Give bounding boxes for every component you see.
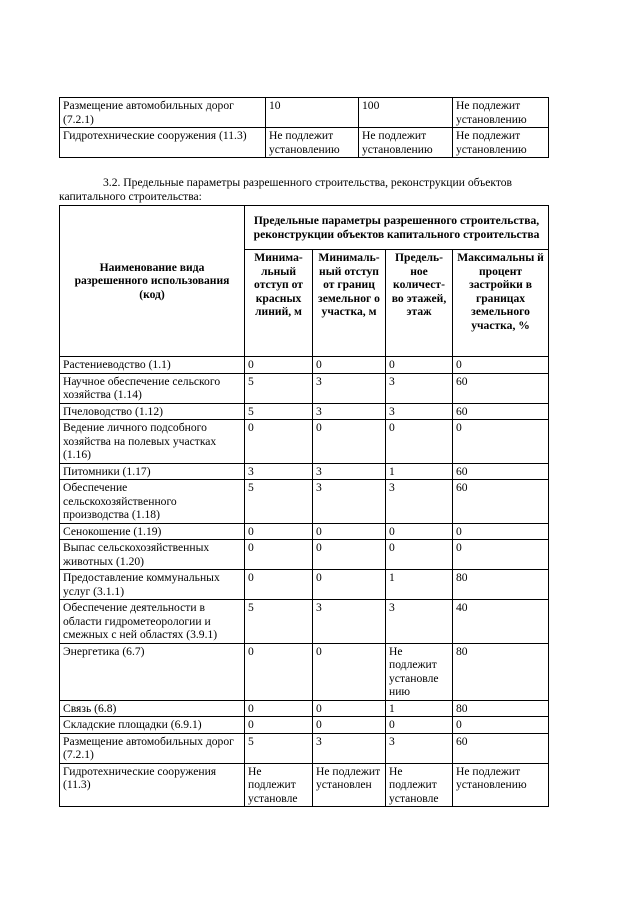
params-table-use-kind-cell: Энергетика (6.7)	[60, 643, 245, 700]
group-column-header: Предельные параметры разрешенного строительства, реконструкции объектов капитального строительства	[245, 206, 549, 250]
params-table-value-cell: 3	[313, 463, 386, 480]
params-table-value-cell: 0	[245, 717, 313, 734]
params-table-row	[60, 570, 549, 600]
params-table-value-cell: 60	[453, 463, 549, 480]
params-table-value-cell: 60	[453, 373, 549, 403]
params-table-value-cell: 3	[386, 733, 453, 763]
top-table-value-cell: Не подлежит установлению	[453, 98, 549, 128]
params-table-value-cell: 0	[453, 420, 549, 464]
params-table-value-cell: 5	[245, 733, 313, 763]
min-setback-red-lines-header: Минима-льный отступ от красных линий, м	[245, 250, 313, 357]
params-table-value-cell: 0	[453, 717, 549, 734]
params-table-value-cell: 0	[313, 717, 386, 734]
params-table-value-cell: 0	[453, 357, 549, 374]
params-table-value-cell: 0	[386, 717, 453, 734]
top-table-value-cell: 10	[266, 98, 359, 128]
params-table-row	[60, 420, 549, 464]
top-table-value-cell: Не подлежит установлению	[453, 128, 549, 158]
params-table-row	[60, 373, 549, 403]
params-table-use-kind-cell: Предоставление коммунальных услуг (3.1.1)	[60, 570, 245, 600]
params-table-row	[60, 480, 549, 524]
top-table-value-cell: Не подлежит установлению	[266, 128, 359, 158]
params-table-value-cell: 3	[386, 600, 453, 644]
top-table-value-cell: Не подлежит установлению	[359, 128, 453, 158]
params-table-value-cell: 3	[313, 373, 386, 403]
params-table-use-kind-cell: Ведение личного подсобного хозяйства на полевых участках (1.16)	[60, 420, 245, 464]
max-floors-header: Предель-ное количест-во этажей, этаж	[386, 250, 453, 357]
params-table-row	[60, 523, 549, 540]
params-table-value-cell: Не подлежит установлен	[313, 763, 386, 807]
params-table-use-kind-cell: Обеспечение сельскохозяйственного производства (1.18)	[60, 480, 245, 524]
params-table-value-cell: 0	[245, 420, 313, 464]
top-table-use-kind-cell: Размещение автомобильных дорог (7.2.1)	[60, 98, 266, 128]
params-table-value-cell: 0	[386, 523, 453, 540]
params-table-use-kind-cell: Гидротехнические сооружения (11.3)	[60, 763, 245, 807]
params-table-value-cell: Не подлежит установлению	[453, 763, 549, 807]
params-table-row	[60, 403, 549, 420]
params-table-body	[60, 357, 549, 807]
section-heading: 3.2. Предельные параметры разрешенного строительства, реконструкции объектов капитального строительства:	[59, 176, 513, 203]
params-table-value-cell: 5	[245, 403, 313, 420]
params-table-value-cell: 80	[453, 570, 549, 600]
params-table-value-cell: 5	[245, 600, 313, 644]
params-table-use-kind-cell: Размещение автомобильных дорог (7.2.1)	[60, 733, 245, 763]
params-table-row	[60, 643, 549, 700]
kind-column-header: Наименование вида разрешенного использования (код)	[60, 206, 245, 357]
min-setback-plot-borders-header: Минималь-ный отступ от границ земельног о участка, м	[313, 250, 386, 357]
top-table-value-cell: 100	[359, 98, 453, 128]
params-table-use-kind-cell: Растениеводство (1.1)	[60, 357, 245, 374]
params-table-row	[60, 600, 549, 644]
params-table-value-cell: 3	[386, 373, 453, 403]
params-table-value-cell: 0	[245, 643, 313, 700]
params-table-value-cell: 0	[313, 357, 386, 374]
params-table-value-cell: 80	[453, 643, 549, 700]
params-table-row	[60, 733, 549, 763]
params-table-value-cell: 0	[245, 570, 313, 600]
top-table-row	[60, 98, 549, 128]
params-table-value-cell: 0	[245, 700, 313, 717]
params-table-value-cell: 0	[245, 523, 313, 540]
params-table-value-cell: 0	[313, 523, 386, 540]
top-table-row	[60, 128, 549, 158]
top-table	[59, 97, 549, 158]
params-table-value-cell: 0	[313, 540, 386, 570]
params-table-value-cell: 60	[453, 403, 549, 420]
max-building-percent-header: Максимальны й процент застройки в границах земельного участка, %	[453, 250, 549, 357]
params-table-value-cell: 60	[453, 733, 549, 763]
params-table-value-cell: 80	[453, 700, 549, 717]
params-table-row	[60, 717, 549, 734]
params-table-value-cell: 0	[245, 357, 313, 374]
params-table-value-cell: 0	[386, 540, 453, 570]
params-table-value-cell: 3	[313, 480, 386, 524]
params-table-value-cell: 3	[313, 403, 386, 420]
top-table-use-kind-cell: Гидротехнические сооружения (11.3)	[60, 128, 266, 158]
params-table-value-cell: 5	[245, 373, 313, 403]
params-table-value-cell: 0	[313, 420, 386, 464]
params-table-row	[60, 763, 549, 807]
params-table-value-cell: 0	[453, 523, 549, 540]
params-table-use-kind-cell: Сенокошение (1.19)	[60, 523, 245, 540]
params-table-value-cell: 0	[313, 700, 386, 717]
params-table-row	[60, 540, 549, 570]
params-table-value-cell: 0	[245, 540, 313, 570]
params-table-value-cell: 0	[386, 420, 453, 464]
params-table-value-cell: 5	[245, 480, 313, 524]
params-table-value-cell: 0	[313, 570, 386, 600]
params-table-head	[60, 206, 549, 357]
params-table-value-cell: 40	[453, 600, 549, 644]
params-table-value-cell: 3	[245, 463, 313, 480]
params-table-value-cell: Не подлежит установле	[386, 763, 453, 807]
params-table-value-cell: 1	[386, 700, 453, 717]
params-table-use-kind-cell: Складские площадки (6.9.1)	[60, 717, 245, 734]
params-table-use-kind-cell: Выпас сельскохозяйственных животных (1.20)	[60, 540, 245, 570]
top-table-body	[60, 98, 549, 158]
params-table-value-cell: 0	[453, 540, 549, 570]
params-table-row	[60, 463, 549, 480]
params-table-use-kind-cell: Пчеловодство (1.12)	[60, 403, 245, 420]
params-table-value-cell: 3	[313, 600, 386, 644]
params-table-value-cell: 60	[453, 480, 549, 524]
params-table-value-cell: 3	[386, 403, 453, 420]
params-table-value-cell: Не подлежит установле нию	[386, 643, 453, 700]
params-table-value-cell: 0	[313, 643, 386, 700]
params-table-value-cell: Не подлежит установле	[245, 763, 313, 807]
params-table-value-cell: 0	[386, 357, 453, 374]
params-table-row	[60, 700, 549, 717]
params-table-value-cell: 3	[313, 733, 386, 763]
params-table	[59, 205, 549, 807]
params-table-row	[60, 357, 549, 374]
params-table-use-kind-cell: Обеспечение деятельности в области гидрометеорологии и смежных с ней областях (3.9.1)	[60, 600, 245, 644]
params-table-value-cell: 3	[386, 480, 453, 524]
params-table-value-cell: 1	[386, 570, 453, 600]
params-table-use-kind-cell: Научное обеспечение сельского хозяйства (1.14)	[60, 373, 245, 403]
params-table-use-kind-cell: Питомники (1.17)	[60, 463, 245, 480]
params-table-use-kind-cell: Связь (6.8)	[60, 700, 245, 717]
params-table-value-cell: 1	[386, 463, 453, 480]
